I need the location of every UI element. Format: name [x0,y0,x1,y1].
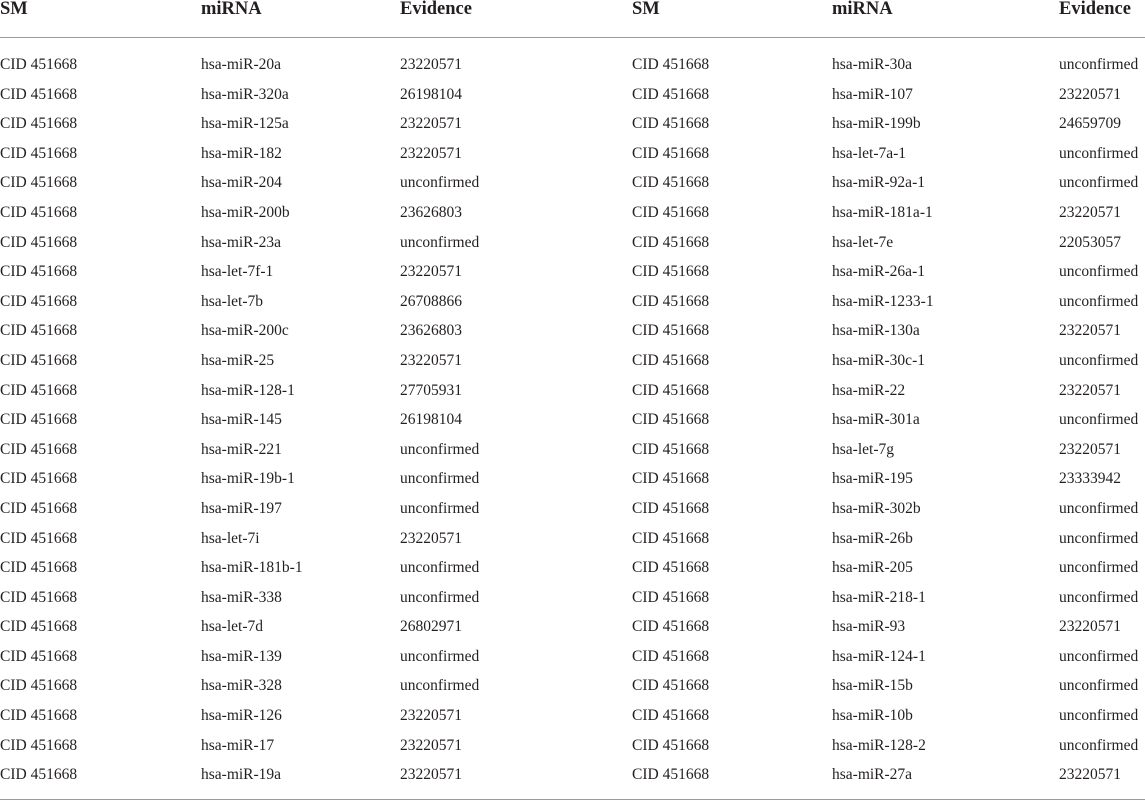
cell-evidence-left: unconfirmed [400,499,480,517]
table-row [0,612,1145,642]
cell-evidence-right: 23220571 [1059,203,1121,221]
cell-sm-right: CID 451668 [632,115,710,133]
cell-evidence-right: unconfirmed [1059,736,1139,754]
cell-mirna-right: hsa-miR-302b [832,499,921,517]
cell-evidence-right: 23333942 [1059,470,1121,488]
cell-evidence-left: unconfirmed [400,233,480,251]
cell-mirna-right: hsa-miR-107 [832,85,913,103]
cell-mirna-right: hsa-miR-199b [832,115,921,133]
cell-mirna-right: hsa-miR-26a-1 [832,263,925,281]
cell-mirna-left: hsa-miR-320a [201,85,289,103]
bottom-rule [0,799,1145,800]
cell-sm-left: CID 451668 [0,292,78,310]
cell-mirna-left: hsa-miR-125a [201,115,289,133]
cell-sm-left: CID 451668 [0,233,78,251]
cell-mirna-left: hsa-miR-23a [201,233,282,251]
cell-mirna-right: hsa-miR-30a [832,56,913,73]
cell-mirna-left: hsa-miR-126 [201,707,282,725]
table-row [0,701,1145,731]
table-row [0,346,1145,376]
header-evidence-right: Evidence [1059,0,1131,19]
cell-evidence-right: unconfirmed [1059,707,1139,725]
table-row [0,198,1145,228]
cell-mirna-left: hsa-miR-204 [201,174,282,192]
cell-evidence-right: 22053057 [1059,233,1121,251]
table-row [0,760,1145,790]
cell-evidence-right: unconfirmed [1059,263,1139,281]
cell-sm-right: CID 451668 [632,707,710,725]
cell-evidence-right: unconfirmed [1059,292,1139,310]
cell-mirna-right: hsa-miR-30c-1 [832,351,925,369]
cell-sm-left: CID 451668 [0,736,78,754]
cell-sm-left: CID 451668 [0,470,78,488]
cell-sm-right: CID 451668 [632,677,710,695]
table-body [0,50,1145,790]
cell-mirna-right: hsa-miR-93 [832,618,906,636]
cell-mirna-left: hsa-let-7i [201,529,260,547]
cell-evidence-right: 24659709 [1059,115,1121,133]
cell-mirna-left: hsa-miR-221 [201,440,282,458]
cell-evidence-left: 23220571 [400,263,462,281]
cell-mirna-left: hsa-miR-17 [201,736,275,754]
table-row [0,583,1145,613]
header-sm-left: SM [0,0,28,19]
cell-mirna-left: hsa-miR-128-1 [201,381,295,399]
cell-sm-right: CID 451668 [632,588,710,606]
cell-mirna-right: hsa-miR-130a [832,322,920,340]
table-row [0,405,1145,435]
cell-sm-left: CID 451668 [0,647,78,665]
cell-mirna-right: hsa-let-7e [832,233,894,251]
cell-evidence-left: 23626803 [400,203,462,221]
cell-sm-right: CID 451668 [632,233,710,251]
cell-evidence-right: unconfirmed [1059,144,1139,162]
table-row [0,671,1145,701]
cell-sm-left: CID 451668 [0,144,78,162]
cell-sm-left: CID 451668 [0,588,78,606]
cell-evidence-right: 23220571 [1059,322,1121,340]
cell-sm-right: CID 451668 [632,618,710,636]
cell-mirna-right: hsa-miR-205 [832,559,913,577]
cell-evidence-left: unconfirmed [400,174,480,192]
cell-mirna-right: hsa-miR-15b [832,677,913,695]
cell-evidence-right: unconfirmed [1059,499,1139,517]
cell-sm-left: CID 451668 [0,203,78,221]
cell-evidence-right: unconfirmed [1059,174,1139,192]
cell-evidence-left: unconfirmed [400,440,480,458]
cell-evidence-right: unconfirmed [1059,559,1139,577]
cell-sm-left: CID 451668 [0,618,78,636]
cell-evidence-left: unconfirmed [400,470,480,488]
cell-evidence-right: unconfirmed [1059,529,1139,547]
cell-sm-right: CID 451668 [632,85,710,103]
table-row [0,642,1145,672]
table-row [0,316,1145,346]
cell-sm-right: CID 451668 [632,529,710,547]
cell-sm-left: CID 451668 [0,85,78,103]
cell-mirna-right: hsa-miR-27a [832,766,913,784]
cell-mirna-left: hsa-miR-200b [201,203,290,221]
cell-sm-left: CID 451668 [0,677,78,695]
table-row [0,228,1145,258]
cell-sm-right: CID 451668 [632,736,710,754]
cell-mirna-right: hsa-miR-92a-1 [832,174,925,192]
cell-evidence-right: 23220571 [1059,766,1121,784]
cell-evidence-right: unconfirmed [1059,411,1139,429]
cell-mirna-left: hsa-let-7f-1 [201,263,274,281]
table-row [0,80,1145,110]
cell-evidence-left: 23220571 [400,351,462,369]
cell-evidence-left: unconfirmed [400,559,480,577]
cell-mirna-right: hsa-miR-128-2 [832,736,926,754]
cell-mirna-left: hsa-let-7d [201,618,263,636]
table-row [0,553,1145,583]
cell-evidence-left: 23626803 [400,322,462,340]
cell-mirna-right: hsa-miR-26b [832,529,913,547]
cell-sm-right: CID 451668 [632,56,710,73]
cell-sm-left: CID 451668 [0,766,78,784]
cell-mirna-right: hsa-let-7g [832,440,894,458]
table-row [0,464,1145,494]
cell-evidence-right: unconfirmed [1059,588,1139,606]
cell-sm-right: CID 451668 [632,144,710,162]
cell-evidence-right: unconfirmed [1059,677,1139,695]
cell-mirna-left: hsa-let-7b [201,292,263,310]
table-row [0,524,1145,554]
cell-sm-left: CID 451668 [0,115,78,133]
cell-sm-right: CID 451668 [632,470,710,488]
cell-evidence-left: 23220571 [400,707,462,725]
cell-mirna-right: hsa-miR-218-1 [832,588,926,606]
cell-sm-left: CID 451668 [0,440,78,458]
cell-sm-right: CID 451668 [632,174,710,192]
cell-sm-left: CID 451668 [0,707,78,725]
cell-evidence-left: 26198104 [400,411,462,429]
cell-mirna-left: hsa-miR-200c [201,322,289,340]
cell-evidence-left: 23220571 [400,766,462,784]
header-mirna-left: miRNA [201,0,262,19]
cell-sm-left: CID 451668 [0,351,78,369]
table-row [0,257,1145,287]
cell-sm-left: CID 451668 [0,174,78,192]
cell-mirna-left: hsa-miR-181b-1 [201,559,303,577]
cell-evidence-right: unconfirmed [1059,56,1139,73]
cell-mirna-left: hsa-miR-182 [201,144,282,162]
cell-mirna-left: hsa-miR-328 [201,677,282,695]
cell-sm-right: CID 451668 [632,647,710,665]
cell-sm-left: CID 451668 [0,381,78,399]
cell-sm-right: CID 451668 [632,766,710,784]
cell-sm-right: CID 451668 [632,559,710,577]
cell-mirna-left: hsa-miR-197 [201,499,282,517]
table-row [0,168,1145,198]
table-row [0,139,1145,169]
cell-evidence-left: unconfirmed [400,647,480,665]
cell-mirna-right: hsa-miR-10b [832,707,913,725]
cell-sm-left: CID 451668 [0,263,78,281]
cell-sm-left: CID 451668 [0,529,78,547]
table-row [0,376,1145,406]
cell-sm-right: CID 451668 [632,351,710,369]
cell-sm-left: CID 451668 [0,499,78,517]
cell-sm-right: CID 451668 [632,203,710,221]
cell-mirna-left: hsa-miR-338 [201,588,282,606]
cell-evidence-left: 27705931 [400,381,462,399]
cell-mirna-left: hsa-miR-25 [201,351,275,369]
table-row [0,109,1145,139]
cell-mirna-left: hsa-miR-19a [201,766,282,784]
cell-evidence-right: 23220571 [1059,85,1121,103]
cell-evidence-left: unconfirmed [400,677,480,695]
cell-evidence-left: 23220571 [400,529,462,547]
cell-sm-right: CID 451668 [632,440,710,458]
cell-evidence-right: 23220571 [1059,618,1121,636]
cell-mirna-right: hsa-miR-195 [832,470,913,488]
cell-evidence-left: 23220571 [400,144,462,162]
cell-evidence-left: 23220571 [400,736,462,754]
cell-mirna-right: hsa-miR-301a [832,411,920,429]
cell-sm-right: CID 451668 [632,411,710,429]
cell-evidence-left: 26802971 [400,618,462,636]
cell-mirna-left: hsa-miR-20a [201,56,282,73]
table-row [0,435,1145,465]
cell-sm-left: CID 451668 [0,411,78,429]
cell-sm-right: CID 451668 [632,499,710,517]
cell-sm-right: CID 451668 [632,381,710,399]
cell-evidence-left: 26198104 [400,85,462,103]
cell-evidence-right: 23220571 [1059,440,1121,458]
cell-sm-left: CID 451668 [0,559,78,577]
cell-sm-left: CID 451668 [0,56,78,73]
cell-evidence-left: 23220571 [400,56,462,73]
table-row [0,494,1145,524]
table-row [0,50,1145,80]
cell-mirna-left: hsa-miR-145 [201,411,282,429]
cell-mirna-right: hsa-miR-181a-1 [832,203,933,221]
cell-evidence-left: 26708866 [400,292,462,310]
cell-sm-right: CID 451668 [632,263,710,281]
cell-mirna-right: hsa-miR-22 [832,381,906,399]
cell-mirna-left: hsa-miR-139 [201,647,282,665]
cell-sm-left: CID 451668 [0,322,78,340]
cell-evidence-left: unconfirmed [400,588,480,606]
header-evidence-left: Evidence [400,0,472,19]
cell-mirna-left: hsa-miR-19b-1 [201,470,295,488]
cell-evidence-left: 23220571 [400,115,462,133]
header-rule [0,37,1145,38]
table-row [0,287,1145,317]
cell-evidence-right: unconfirmed [1059,647,1139,665]
cell-mirna-right: hsa-miR-1233-1 [832,292,934,310]
cell-sm-right: CID 451668 [632,322,710,340]
table-row [0,731,1145,761]
header-sm-right: SM [632,0,660,19]
cell-evidence-right: 23220571 [1059,381,1121,399]
cell-mirna-right: hsa-miR-124-1 [832,647,926,665]
header-mirna-right: miRNA [832,0,893,19]
cell-mirna-right: hsa-let-7a-1 [832,144,907,162]
header-row [0,0,1145,26]
cell-evidence-right: unconfirmed [1059,351,1139,369]
cell-sm-right: CID 451668 [632,292,710,310]
